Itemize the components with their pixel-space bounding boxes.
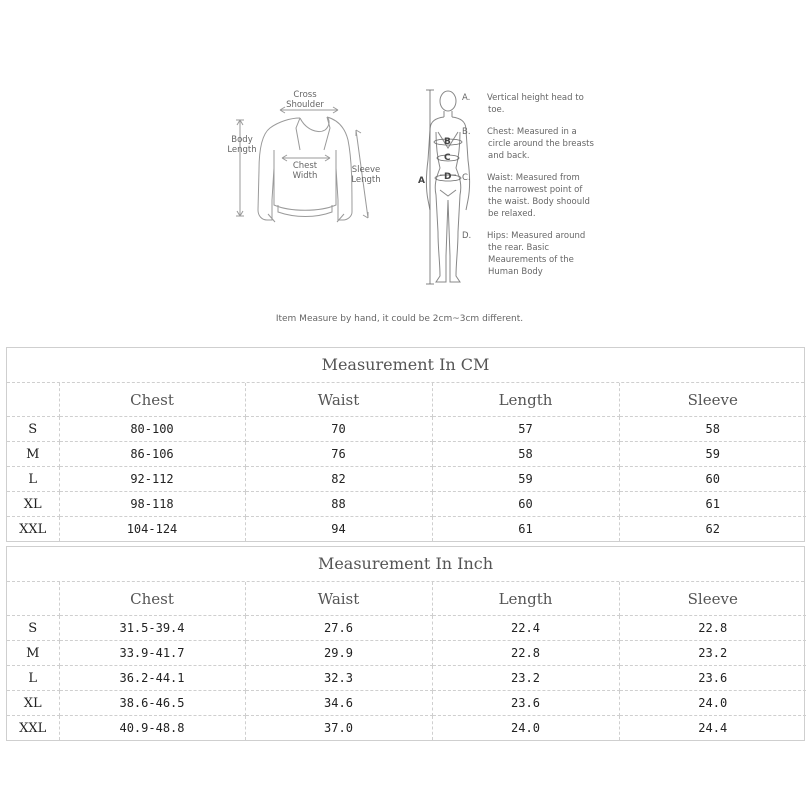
length-cell: 57 xyxy=(432,417,619,442)
size-cell: XXL xyxy=(7,517,59,542)
inch-table-grid xyxy=(7,582,806,740)
size-cell: L xyxy=(7,467,59,492)
length-cell: 61 xyxy=(432,517,619,542)
chest-cell: 36.2-44.1 xyxy=(59,666,245,691)
chest-cell: 92-112 xyxy=(59,467,245,492)
header-chest: Chest xyxy=(59,383,245,417)
cross-shoulder-label: Cross Shoulder xyxy=(286,90,324,110)
waist-cell: 70 xyxy=(245,417,432,442)
cm-table-grid xyxy=(7,383,806,541)
table-row xyxy=(7,691,806,716)
sleeve-cell: 59 xyxy=(619,442,806,467)
header-chest: Chest xyxy=(59,582,245,616)
table-row xyxy=(7,716,806,741)
waist-cell: 27.6 xyxy=(245,616,432,641)
table-row xyxy=(7,616,806,641)
sleeve-cell: 58 xyxy=(619,417,806,442)
waist-cell: 29.9 xyxy=(245,641,432,666)
length-cell: 60 xyxy=(432,492,619,517)
legend-item-a: A. Vertical height head to toe. xyxy=(462,93,584,115)
waist-cell: 32.3 xyxy=(245,666,432,691)
table-row xyxy=(7,492,806,517)
sleeve-length-label: Sleeve Length xyxy=(351,165,381,185)
chest-cell: 104-124 xyxy=(59,517,245,542)
chest-cell: 98-118 xyxy=(59,492,245,517)
body-length-label: Body Length xyxy=(227,135,257,155)
letter-d: D xyxy=(444,172,452,182)
size-cell: M xyxy=(7,442,59,467)
size-cell: M xyxy=(7,641,59,666)
legend-item-b: B. Chest: Measured in a circle around the breasts and back. xyxy=(462,127,594,161)
waist-cell: 94 xyxy=(245,517,432,542)
chest-cell: 40.9-48.8 xyxy=(59,716,245,741)
chest-cell: 38.6-46.5 xyxy=(59,691,245,716)
header-length: Length xyxy=(432,383,619,417)
sleeve-cell: 61 xyxy=(619,492,806,517)
size-cell: S xyxy=(7,417,59,442)
cm-table-title: Measurement In CM xyxy=(7,348,804,383)
chest-cell: 33.9-41.7 xyxy=(59,641,245,666)
jacket-diagram xyxy=(0,0,809,300)
sleeve-cell: 24.0 xyxy=(619,691,806,716)
measurement-legend xyxy=(462,92,595,288)
size-cell: S xyxy=(7,616,59,641)
sleeve-cell: 23.2 xyxy=(619,641,806,666)
cm-header-row xyxy=(7,383,806,417)
waist-cell: 76 xyxy=(245,442,432,467)
header-waist: Waist xyxy=(245,383,432,417)
waist-cell: 34.6 xyxy=(245,691,432,716)
inch-table-title: Measurement In Inch xyxy=(7,547,804,582)
header-sleeve: Sleeve xyxy=(619,383,806,417)
waist-cell: 88 xyxy=(245,492,432,517)
table-row xyxy=(7,467,806,492)
legend-item-c: C. Waist: Measured from the narrowest point of the waist. Body shoould be relaxed. xyxy=(462,173,590,219)
table-row xyxy=(7,666,806,691)
sleeve-cell: 60 xyxy=(619,467,806,492)
length-cell: 23.2 xyxy=(432,666,619,691)
chest-width-label: Chest Width xyxy=(292,161,318,181)
size-cell: XL xyxy=(7,691,59,716)
length-cell: 23.6 xyxy=(432,691,619,716)
size-cell: XL xyxy=(7,492,59,517)
waist-cell: 82 xyxy=(245,467,432,492)
length-cell: 59 xyxy=(432,467,619,492)
header-length: Length xyxy=(432,582,619,616)
sleeve-cell: 62 xyxy=(619,517,806,542)
chest-cell: 80-100 xyxy=(59,417,245,442)
table-row xyxy=(7,442,806,467)
sleeve-cell: 22.8 xyxy=(619,616,806,641)
sleeve-cell: 23.6 xyxy=(619,666,806,691)
cm-size-table xyxy=(6,347,805,542)
header-sleeve: Sleeve xyxy=(619,582,806,616)
size-cell: XXL xyxy=(7,716,59,741)
header-cell xyxy=(7,582,59,616)
length-cell: 24.0 xyxy=(432,716,619,741)
table-row xyxy=(7,517,806,542)
measure-note: Item Measure by hand, it could be 2cm~3cm different. xyxy=(275,314,524,324)
length-cell: 22.4 xyxy=(432,616,619,641)
chest-cell: 86-106 xyxy=(59,442,245,467)
sleeve-cell: 24.4 xyxy=(619,716,806,741)
measurement-diagrams xyxy=(0,0,809,300)
table-row xyxy=(7,417,806,442)
length-cell: 22.8 xyxy=(432,641,619,666)
letter-b: B xyxy=(444,137,451,147)
inch-header-row xyxy=(7,582,806,616)
waist-cell: 37.0 xyxy=(245,716,432,741)
header-waist: Waist xyxy=(245,582,432,616)
inch-size-table xyxy=(6,546,805,741)
letter-a: A xyxy=(418,176,425,186)
table-row xyxy=(7,641,806,666)
header-cell xyxy=(7,383,59,417)
legend-item-d: D. Hips: Measured around the rear. Basic Meaurements of the Human Body xyxy=(462,231,586,277)
chest-cell: 31.5-39.4 xyxy=(59,616,245,641)
letter-c: C xyxy=(444,153,451,163)
size-cell: L xyxy=(7,666,59,691)
length-cell: 58 xyxy=(432,442,619,467)
